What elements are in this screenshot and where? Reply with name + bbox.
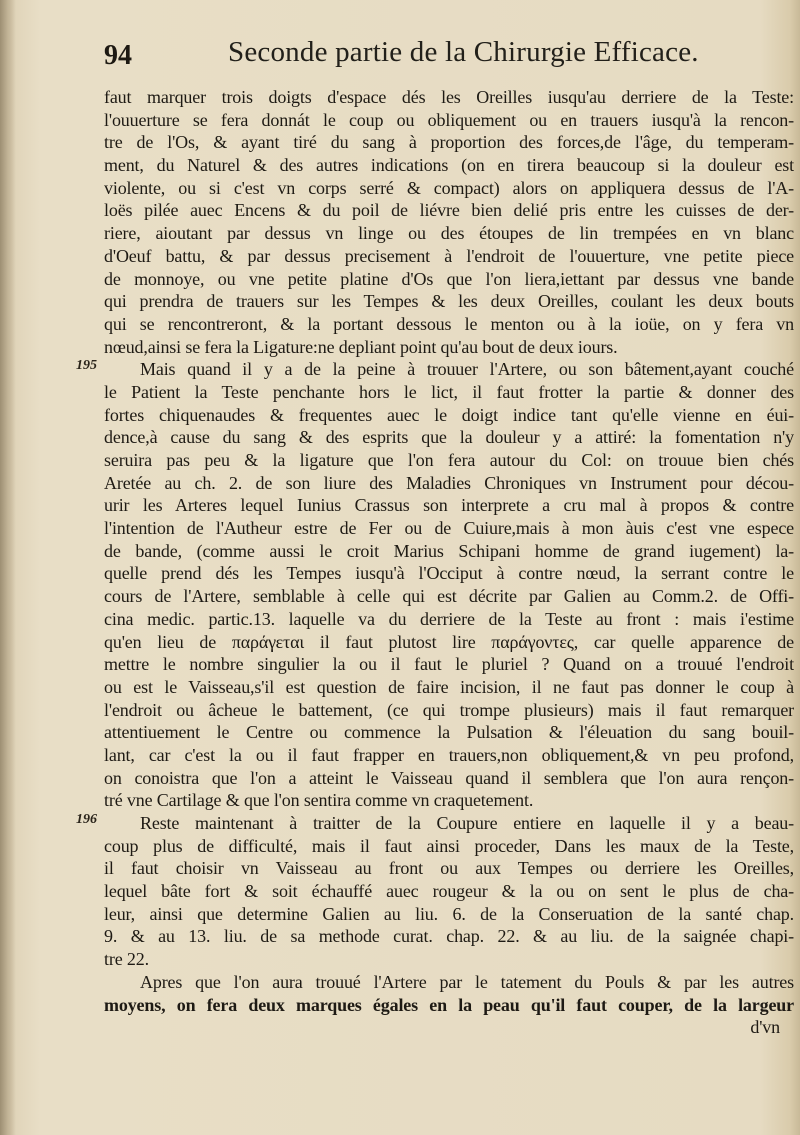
text-line: nœud,ainsi se fera la Ligature:ne depliant point qu'au bout de deux iours. <box>104 336 618 357</box>
text-line: urir les Arteres lequel Iunius Crassus son interprete a cru mal à propos & contre <box>104 495 794 516</box>
text-line: de bande, (comme aussi le croit Marius Schipani homme de grand iugement) la- <box>104 540 794 561</box>
text-line: l'endroit ou âcheue le battement, (ce qui trompe plusieurs) mais il faut remarquer <box>104 699 794 720</box>
text-line: l'intention de l'Autheur estre de Fer ou de Cuiure,mais à mon àuis c'est vne espece <box>104 518 794 539</box>
text-line: lequel bâte fort & soit échauffé auec rougeur & la ou on sent le plus de cha- <box>104 881 794 902</box>
text-line: il faut choisir vn Vaisseau au front ou aux Tempes ou derriere les Oreilles, <box>104 858 794 879</box>
text-line: de monnoye, ou vne petite platine d'Os que l'on liera,iettant par dessus vne bande <box>104 268 794 289</box>
body-text <box>76 86 794 1039</box>
text-line: Aretée au ch. 2. de son liure des Maladies Chroniques vn Instrument pour décou- <box>104 472 794 493</box>
text-line: violente, ou si c'est vn corps serré & compact) alors on appliquera dessus de l'A- <box>104 177 794 198</box>
text-line: dence,à cause du sang & des esprits que la douleur y a attiré: la fomentation n'y <box>104 427 794 448</box>
text-line: 9. & au 13. liu. de sa methode curat. chap. 22. & au liu. de la saignée chapi- <box>104 926 794 947</box>
text-line: fortes chiquenaudes & frequentes auec le doigt indice tant qu'elle vienne en éui- <box>104 404 794 425</box>
text-line: cina medic. partic.13. laquelle va du derriere de la Teste au front : mais i'estime <box>104 608 794 629</box>
text-line: attentiuement le Centre ou commence la Pulsation & l'éleuation du sang bouil- <box>104 722 794 743</box>
text-line: coup plus de difficulté, mais il faut ainsi proceder, Dans les maux de la Teste, <box>104 835 794 856</box>
text-line: qui se rencontreront, & la portant dessous le menton ou à la ioüe, on y fera vn <box>104 313 794 334</box>
text-line: cours de l'Artere, semblable à celle qui est décrite par Galien au Comm.2. de Offi- <box>104 586 794 607</box>
catchword: d'vn <box>750 1017 780 1038</box>
margin-paragraph-number: 196 <box>76 812 97 827</box>
text-line: Apres que l'on aura trouué l'Artere par le tatement du Pouls & par les autres <box>140 971 794 992</box>
text-line: riere, aioutant par dessus vn linge ou des étoupes de lin trempées en vn blanc <box>104 223 794 244</box>
text-line: Mais quand il y a de la peine à trouuer l'Artere, ou son bâtement,ayant couché <box>140 359 794 380</box>
text-line: quelle prend dés les Tempes iusqu'à l'Occiput à contre nœud, la serrant contre le <box>104 563 794 584</box>
text-line: ment, du Naturel & des autres indications (on en tirera beaucoup si la douleur est <box>104 155 794 176</box>
text-line: qu'en lieu de παράγεται il faut plutost lire παράγοντες, car quelle apparence de <box>104 631 794 652</box>
text-line: lant, car c'est la ou il faut frapper en trauers,non obliquement,& vn peu profond, <box>104 744 794 765</box>
text-line: d'Oeuf battu, & par dessus precisement à l'endroit de l'ouuerture, vne petite piece <box>104 245 794 266</box>
text-line: on conoistra que l'on a atteint le Vaisseau quand il semblera que l'on aura rençon- <box>104 767 794 788</box>
text-line: qui prendra de trauers sur les Tempes & les deux Oreilles, coulant les deux bouts <box>104 291 794 312</box>
text-line: faut marquer trois doigts d'espace dés les Oreilles iusqu'au derriere de la Teste: <box>104 87 794 107</box>
paragraph-195 <box>76 358 794 381</box>
text-line: ou est le Vaisseau,s'il est question de faire incision, il ne faut pas donner le coup à <box>104 676 794 697</box>
margin-paragraph-number: 195 <box>76 358 97 374</box>
text-line: le Patient la Teste penchante hors le lict, il faut frotter la partie & donner des <box>104 381 794 402</box>
text-line: mettre le nombre singulier la ou il faut le pluriel ? Quand on a trouué l'endroit <box>104 654 794 675</box>
running-title: Seconde partie de la Chirurgie Efficace. <box>228 36 699 68</box>
page-header <box>104 36 704 76</box>
text-line: tré vne Cartilage & que l'on sentira comme vn craquetement. <box>104 790 534 811</box>
paragraph-196 <box>76 812 794 835</box>
text-line: Reste maintenant à traitter de la Coupure entiere en laquelle il y a beau- <box>140 813 794 833</box>
text-line: tre 22. <box>104 949 149 970</box>
text-line: tre de l'Os, & ayant tiré du sang à proportion des forces,de l'âge, du temperam- <box>104 132 794 153</box>
text-line: leur, ainsi que determine Galien au liu. 6. de la Conseruation de la santé chap. <box>104 903 794 924</box>
page-binding-shadow <box>0 0 16 1135</box>
text-line: loës pilée auec Encens & du poil de liévre bien delié pris entre les cuisses de der- <box>104 200 794 221</box>
text-line: moyens, on fera deux marques égales en la peau qu'il faut couper, de la largeur <box>104 994 794 1015</box>
text-line: seruira pas peu & la ligature que l'on fera autour du Col: on trouue bien chés <box>104 450 794 470</box>
text-line: l'ouuerture se fera donnát le coup ou obliquement ou en trauers iusqu'à la rencon- <box>104 109 794 130</box>
page-number: 94 <box>104 40 132 71</box>
